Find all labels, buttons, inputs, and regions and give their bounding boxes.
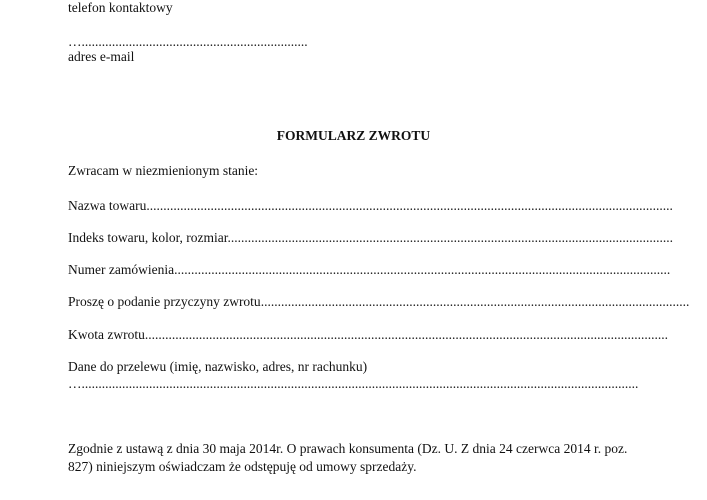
field-product-name-label: Nazwa towaru [68, 198, 147, 213]
email-label: adres e-mail [68, 49, 135, 64]
field-refund-amount [68, 327, 668, 343]
form-intro: Zwracam w niezmienionym stanie: [68, 163, 259, 178]
field-return-reason-dots: ............................................................................................................................... [260, 294, 690, 309]
bank-details-dotted-line: …..................................................................................................................................................................... [68, 376, 639, 391]
field-product-index-dots: .................................................................................................................................... [227, 230, 674, 245]
form-title: FORMULARZ ZWROTU [276, 128, 431, 143]
phone-label: telefon kontaktowy [68, 0, 173, 15]
field-product-index-label: Indeks towaru, kolor, rozmiar [68, 230, 228, 245]
field-refund-amount-dots: ........................................................................................................................................................... [144, 327, 668, 342]
withdrawal-statement: Zgodnie z ustawą z dnia 30 maja 2014r. O prawach konsumenta (Dz. U. Z dnia 24 czerwca 2014 r. poz. 827) niniejszym oświadczam że odstępuję od umowy sprzedaży. [68, 441, 628, 474]
field-order-number [68, 262, 671, 278]
field-product-name [68, 198, 673, 214]
field-order-number-dots: ................................................................................................................................................... [174, 262, 671, 277]
field-product-name-dots: ............................................................................................................................................................ [146, 198, 673, 213]
field-return-reason-label: Proszę o podanie przyczyny zwrotu [68, 294, 261, 309]
email-dotted-line: …................................................................... [68, 34, 308, 49]
field-refund-amount-label: Kwota zwrotu [68, 327, 145, 342]
field-order-number-label: Numer zamówienia [68, 262, 175, 277]
field-product-index [68, 230, 674, 246]
bank-details-label: Dane do przelewu (imię, nazwisko, adres, nr rachunku) [68, 359, 368, 374]
field-return-reason [68, 294, 690, 310]
